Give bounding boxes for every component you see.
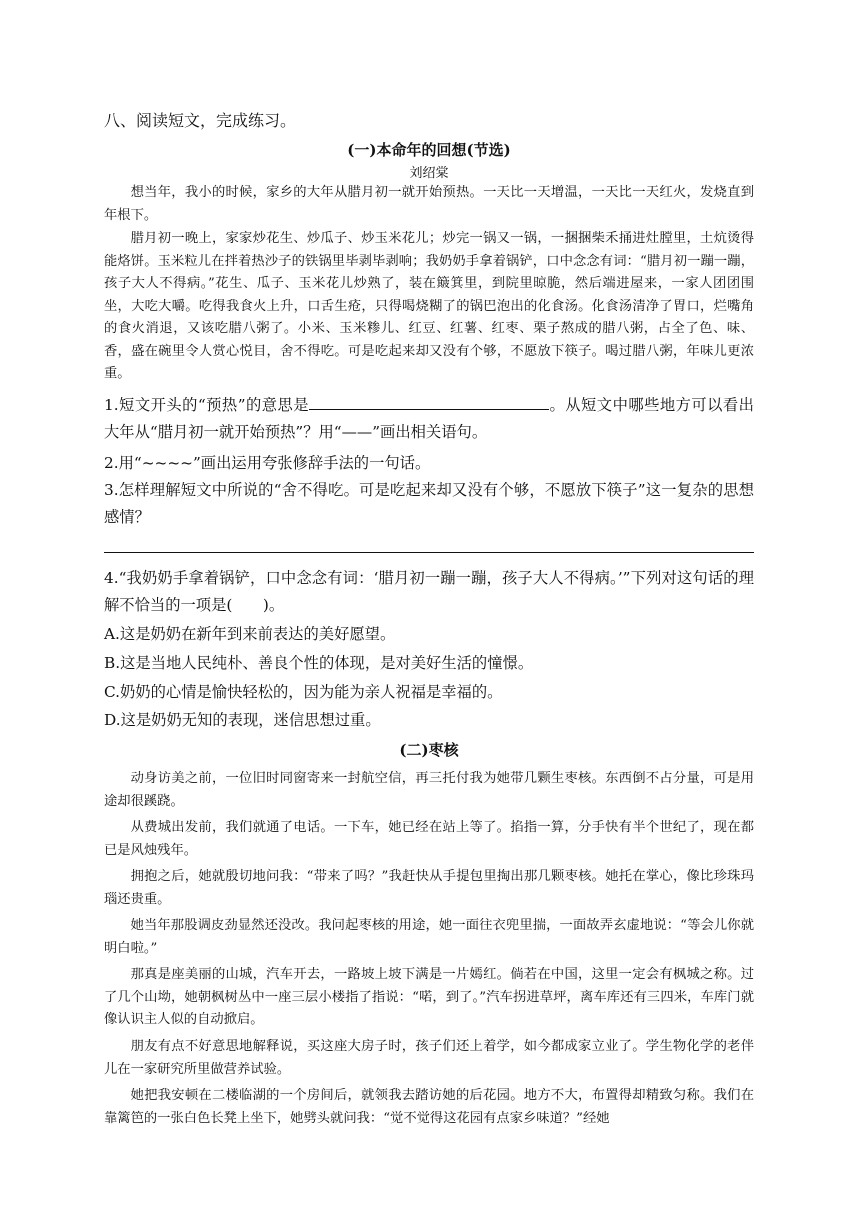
passage2-title: (二)枣核 [399,741,459,759]
question-2: 2.用“~~~~”画出运用夸张修辞手法的一句话。 [104,454,431,472]
question-3: 3.怎样理解短文中所说的“舍不得吃。可是吃起来却又没有个够，不愿放下筷子”这一复杂的思想感情？ [104,481,754,526]
passage2-paragraph-7: 她把我安顿在二楼临湖的一个房间后，就领我去踏访她的后花园。地方不大，布置得却精致匀称。我们在靠篱笆的一张白色长凳上坐下，她劈头就问我：“觉不觉得这花园有点家乡味道？”经她 [104,1088,754,1126]
section-heading: 八、阅读短文，完成练习。 [104,111,297,130]
question-4-option-d: D.这是奶奶无知的表现，迷信思想过重。 [104,711,381,729]
question-4-option-a: A.这是奶奶在新年到来前表达的美好愿望。 [104,625,396,643]
passage2-paragraph-1: 动身访美之前，一位旧时同窗寄来一封航空信，再三托付我为她带几颗生枣核。东西倒不占分量，可是用途却很蹊跷。 [104,771,754,809]
passage2-paragraph-5: 那真是座美丽的山城，汽车开去，一路坡上坡下满是一片嫣红。倘若在中国，这里一定会有枫城之称。过了几个山坳，她朝枫树丛中一座三层小楼指了指说：“喏，到了。”汽车拐进草坪，离车库还有三四米，车库门就像认识主人似的自动掀启。 [104,967,754,1027]
question-4-option-b: B.这是当地人民纯朴、善良个性的体现，是对美好生活的憧憬。 [104,654,534,672]
question-4: 4.“我奶奶手拿着锅铲，口中念念有词：‘腊月初一蹦一蹦，孩子大人不得病。’”下列对这句话的理解不恰当的一项是( )。 [104,569,754,614]
question-3-answer-line[interactable] [104,552,754,553]
passage2-paragraph-4: 她当年那股调皮劲显然还没改。我问起枣核的用途，她一面往衣兜里揣，一面故弄玄虚地说：“等会儿你就明白啦。” [104,918,754,956]
passage2-paragraph-6: 朋友有点不好意思地解释说，买这座大房子时，孩子们还上着学，如今都成家立业了。学生物化学的老伴儿在一家研究所里做营养试验。 [104,1039,754,1077]
passage1-paragraph-2: 腊月初一晚上，家家炒花生、炒瓜子、炒玉米花儿；炒完一锅又一锅，一捆捆柴禾捅进灶膛里，土炕烫得能烙饼。玉米粒儿在拌着热沙子的铁锅里毕剥毕剥响；我奶奶手拿着锅铲，口中念念有词：“腊月初一蹦一蹦，孩子大人不得病。”花生、瓜子、玉米花儿炒熟了，装在簸箕里，到院里晾脆，然后端进屋来，一家人团团围坐，大吃大嚼。吃得我食火上升，口舌生疮，只得喝烧糊了的锅巴泡出的化食汤。化食汤清净了胃口，烂嘴角的食火消退，又该吃腊八粥了。小米、玉米糁儿、红豆、红薯、红枣、栗子熬成的腊八粥，占全了色、味、香，盛在碗里令人赏心悦目，舍不得吃。可是吃起来却又没有个够，不愿放下筷子。喝过腊八粥，年味儿更浓重。 [104,231,754,381]
question-4-option-c: C.奶奶的心情是愉快轻松的，因为能为亲人祝福是幸福的。 [104,683,503,701]
passage2-paragraph-2: 从费城出发前，我们就通了电话。一下车，她已经在站上等了。掐指一算，分手快有半个世纪了，现在都已是风烛残年。 [104,820,754,858]
question-1-answer-blank[interactable] [309,393,549,410]
passage1-title: (一)本命年的回想(节选) [347,141,511,159]
question-1 [104,392,754,446]
passage1-paragraph-1: 想当年，我小的时候，家乡的大年从腊月初一就开始预热。一天比一天增温，一天比一天红火，发烧直到年根下。 [104,185,754,223]
question-1-text-after: 。从短文中哪些地方可以看出大年从“腊月初一就开始预热”？用“——”画出相关语句。 [104,396,754,441]
passage1-author: 刘绍棠 [409,166,449,181]
question-1-text-before: 1.短文开头的“预热”的意思是 [104,396,310,414]
passage2-paragraph-3: 拥抱之后，她就殷切地问我：“带来了吗？”我赶快从手提包里掏出那几颗枣核。她托在掌心，像比珍珠玛瑙还贵重。 [104,869,754,907]
